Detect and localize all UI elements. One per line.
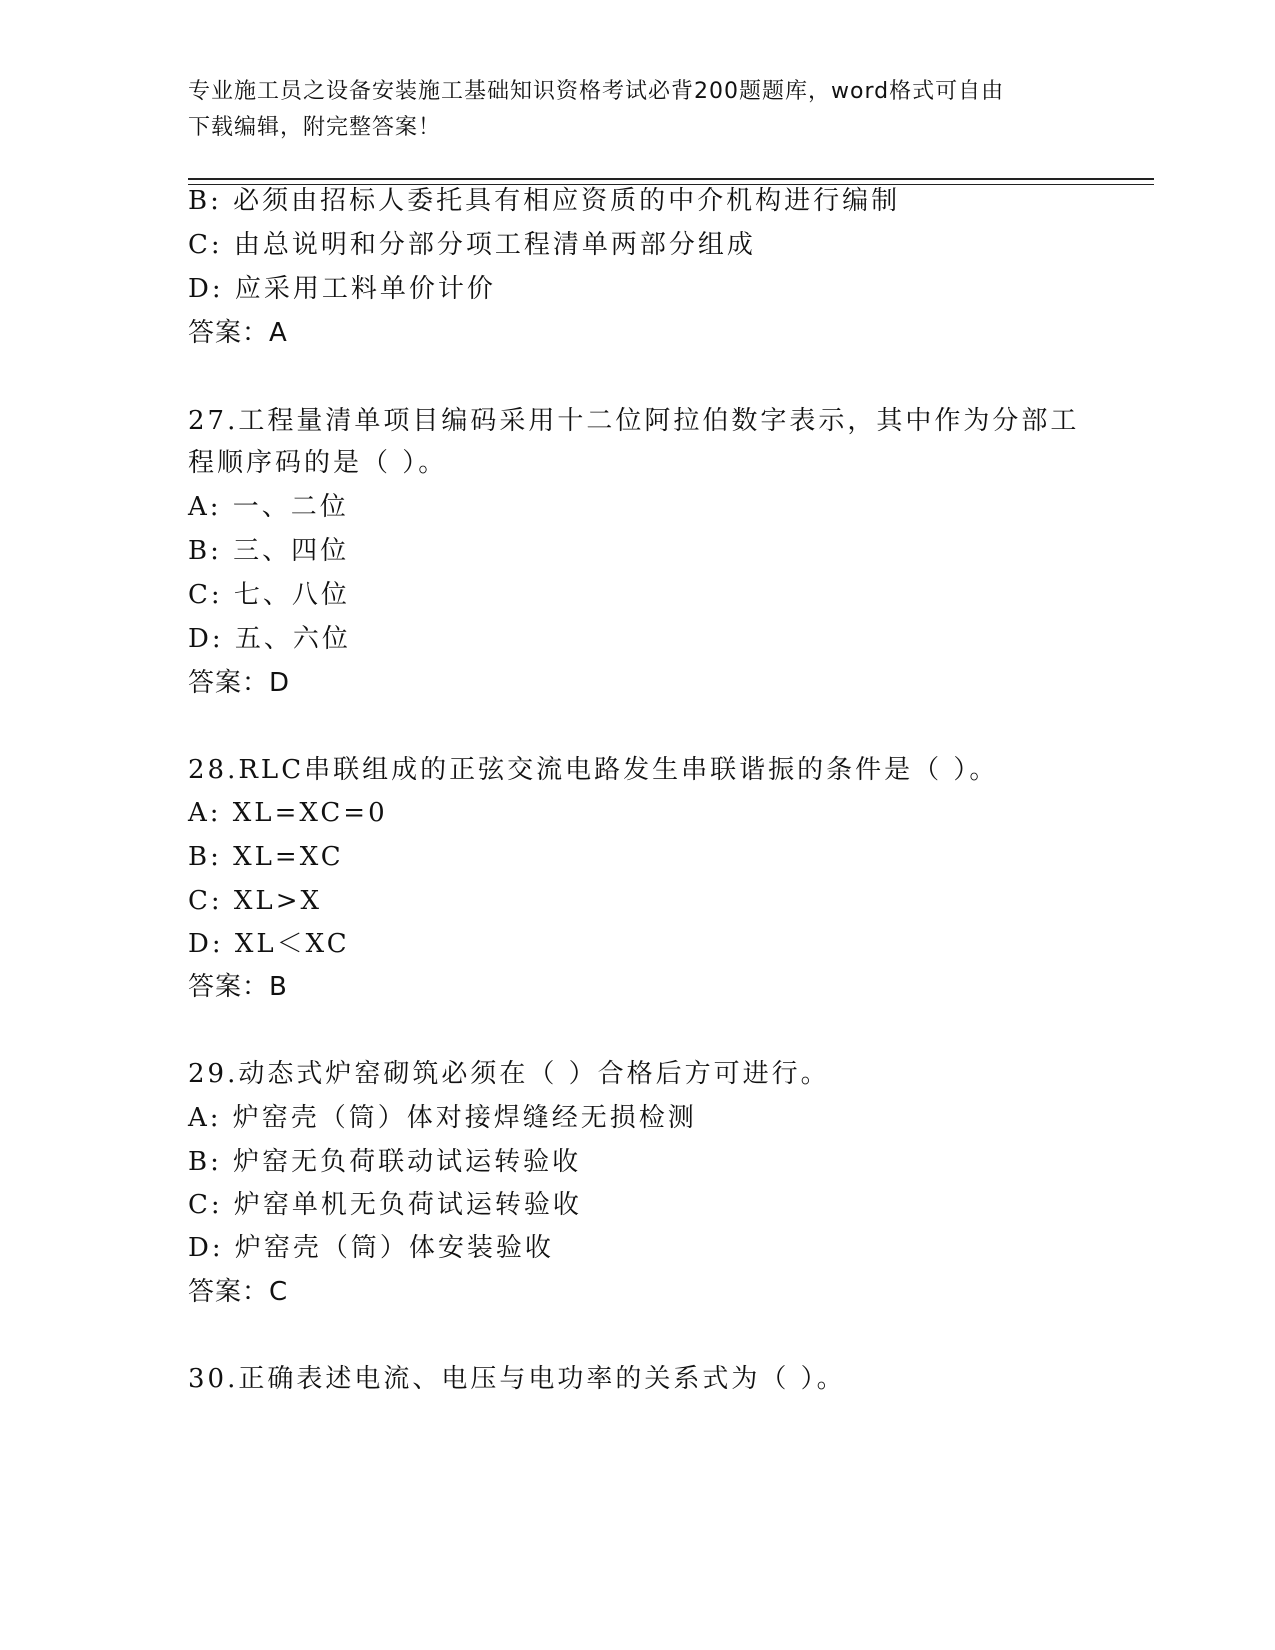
q27-answer: 答案：D [188, 668, 291, 698]
q26-option-d: D: 应采用工料单价计价 [188, 274, 496, 304]
q26-option-b: B: 必须由招标人委托具有相应资质的中介机构进行编制 [188, 186, 901, 216]
q28-answer: 答案：B [188, 972, 288, 1002]
q28-option-c: C: XL>X [188, 886, 322, 916]
q29-option-a: A: 炉窑壳（筒）体对接焊缝经无损检测 [188, 1103, 697, 1133]
q27-option-a: A: 一、二位 [188, 492, 349, 522]
q27-stem-line2: 程顺序码的是（ ）。 [188, 448, 448, 478]
q26-option-c: C: 由总说明和分部分项工程清单两部分组成 [188, 230, 756, 260]
q29-stem: 29.动态式炉窑砌筑必须在（ ）合格后方可进行。 [188, 1059, 830, 1089]
q27-stem-line1: 27.工程量清单项目编码采用十二位阿拉伯数字表示，其中作为分部工 [188, 406, 1080, 436]
q29-answer: 答案：C [188, 1277, 289, 1307]
header-title-line2: 下载编辑，附完整答案！ [188, 115, 442, 140]
q28-stem: 28.RLC串联组成的正弦交流电路发生串联谐振的条件是（ ）。 [188, 755, 999, 785]
q28-option-a: A: XL=XC=0 [188, 798, 388, 828]
q28-option-b: B: XL=XC [188, 842, 344, 872]
q26-answer: 答案：A [188, 318, 288, 348]
q29-option-d: D: 炉窑壳（筒）体安装验收 [188, 1233, 554, 1263]
q27-option-c: C: 七、八位 [188, 580, 350, 610]
q28-option-d: D: XL＜XC [188, 929, 350, 959]
document-header [188, 74, 1088, 146]
q29-option-b: B: 炉窑无负荷联动试运转验收 [188, 1147, 582, 1177]
header-title-line1: 专业施工员之设备安装施工基础知识资格考试必背200题题库，word格式可自由 [188, 79, 1005, 104]
q29-option-c: C: 炉窑单机无负荷试运转验收 [188, 1190, 582, 1220]
q30-stem: 30.正确表述电流、电压与电功率的关系式为（ ）。 [188, 1364, 846, 1394]
q27-option-b: B: 三、四位 [188, 536, 350, 566]
q27-option-d: D: 五、六位 [188, 624, 351, 654]
